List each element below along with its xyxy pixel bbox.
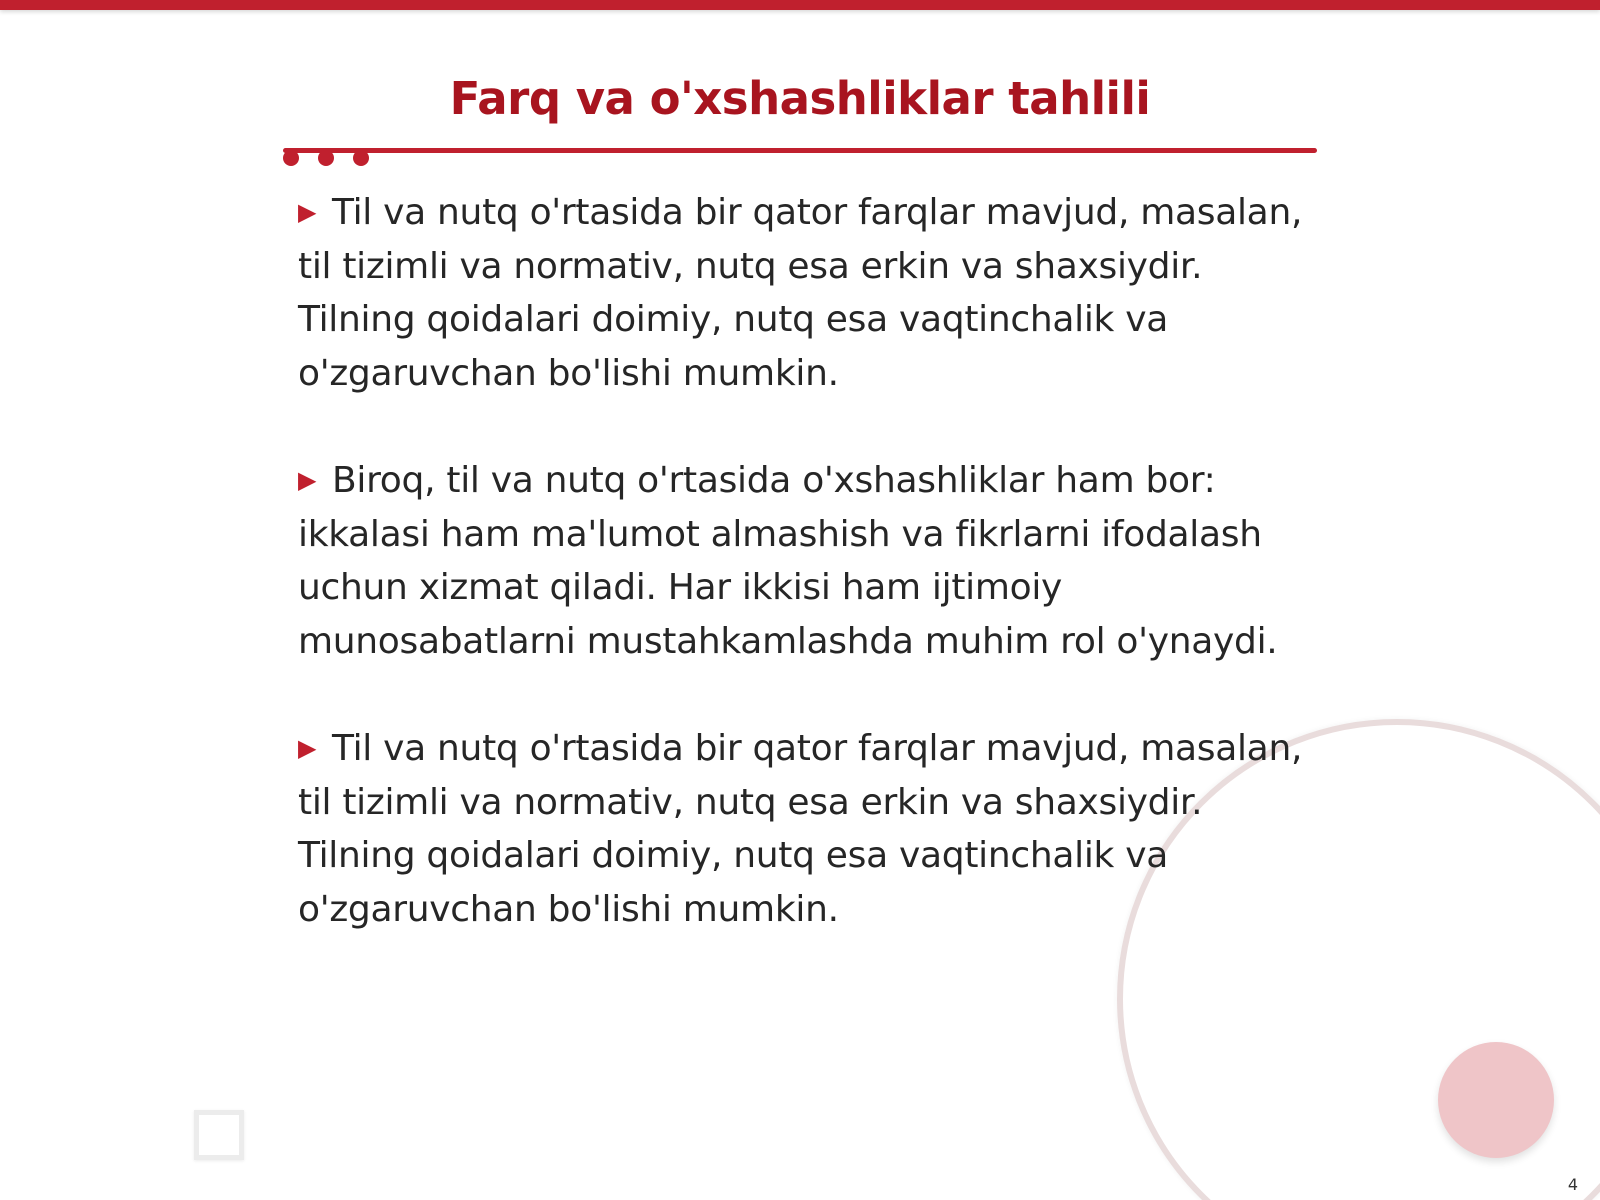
bullet-text: Biroq, til va nutq o'rtasida o'xshashliklar ham bor: ikkalasi ham ma'lumot almashish va fikrlarni ifodalash uchun xizmat qiladi. Har ikkisi ham ijtimoiy munosabatlarni mustahkamlashda muhim rol o'ynaydi. (298, 460, 1278, 662)
decorative-dot (318, 150, 334, 166)
triangle-bullet-icon: ▶ (298, 466, 317, 494)
decorative-dot (283, 150, 299, 166)
bullet-item (298, 186, 1308, 400)
decorative-square (194, 1110, 244, 1160)
decorative-circle (1438, 1042, 1554, 1158)
bullet-item (298, 722, 1308, 936)
decorative-dot (353, 150, 369, 166)
triangle-bullet-icon: ▶ (298, 734, 317, 762)
triangle-bullet-icon: ▶ (298, 198, 317, 226)
top-accent-bar (0, 0, 1600, 10)
page-number: 4 (1567, 1175, 1578, 1194)
bullet-text: Til va nutq o'rtasida bir qator farqlar mavjud, masalan, til tizimli va normativ, nutq esa erkin va shaxsiydir. Tilning qoidalari doimiy, nutq esa vaqtinchalik va o'zgaruvchan bo'lishi mumkin. (298, 192, 1303, 394)
bullet-list (298, 186, 1308, 990)
title-underline (283, 148, 1317, 153)
slide-title: Farq va o'xshashliklar tahlili (449, 72, 1151, 125)
bullet-item (298, 454, 1308, 668)
bullet-text: Til va nutq o'rtasida bir qator farqlar mavjud, masalan, til tizimli va normativ, nutq esa erkin va shaxsiydir. Tilning qoidalari doimiy, nutq esa vaqtinchalik va o'zgaruvchan bo'lishi mumkin. (298, 728, 1303, 930)
